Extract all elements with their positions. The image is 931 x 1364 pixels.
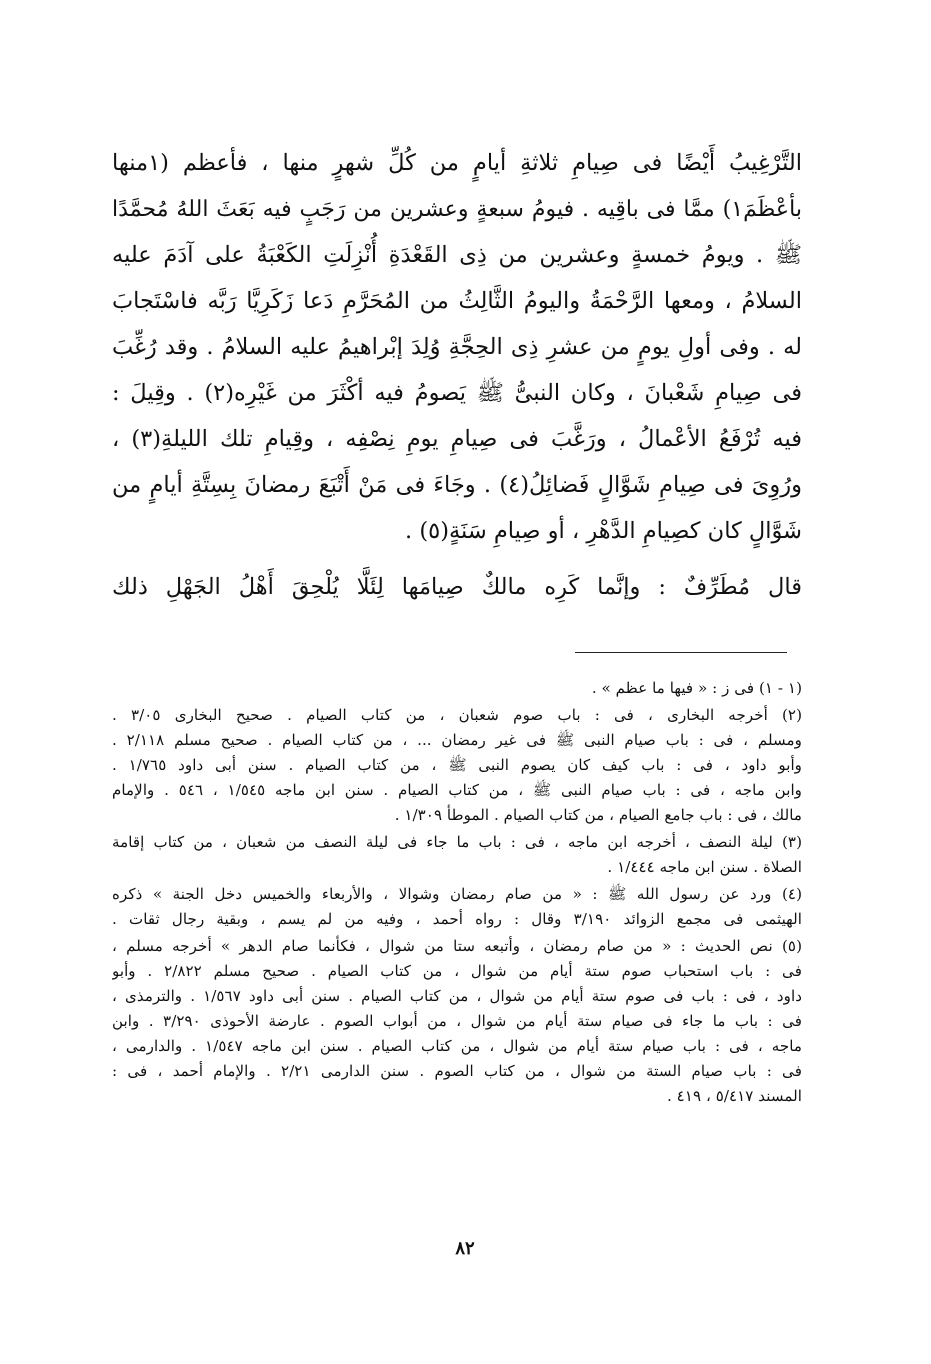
main-line: بأعْظَمَ١) ممَّا فى باقِيه . فيومُ سبعةٍ وعشرين من رَجَبٍ فيه بَعَثَ اللهُ مُحمَّدًا bbox=[112, 196, 802, 222]
main-line: التَّرْغِيبُ أَيْضًا فى صِيامِ ثلاثةِ أيامٍ من كُلِّ شهرٍ منها ، فأعظم (١منها bbox=[112, 150, 802, 176]
footnote-line: الهيثمى فى مجمع الزوائد ٣/١٩٠ وقال : رواه أحمد ، وفيه من لم يسم ، وبقية رجال ثقات . bbox=[112, 910, 802, 928]
footnote-4 bbox=[112, 882, 802, 932]
page-number: ٨٢ bbox=[455, 1238, 475, 1259]
footnote-line: مالك ، فى : باب جامع الصيام ، من كتاب الصيام . الموطأ ١/٣٠٩ . bbox=[394, 806, 802, 824]
footnote-line: المسند ٥/٤١٧ ، ٤١٩ . bbox=[666, 1087, 802, 1105]
footnote-line: ومسلم ، فى : باب صيام النبى ﷺ فى غير رمضان ... ، من كتاب الصيام . صحيح مسلم ٢/١١٨ . bbox=[112, 731, 802, 749]
footnote-line: (٣) ليلة النصف ، أخرجه ابن ماجه ، فى : باب ما جاء فى ليلة النصف من شعبان ، من كتاب إقامة bbox=[112, 833, 802, 851]
footnote-line: داود ، فى : باب فى صوم ستة أيام من شوال ، من كتاب الصيام . سنن أبى داود ١/٥٦٧ . والترمذى ، bbox=[112, 987, 802, 1005]
footnote-line: ماجه ، فى : باب صيام ستة أيام من شوال ، من كتاب الصيام . سنن ابن ماجه ١/٥٤٧ . والدارمى ، bbox=[112, 1037, 802, 1055]
footnote-line: (٤) ورد عن رسول الله ﷺ : « من صام رمضان وشوالا ، والأربعاء والخميس دخل الجنة » ذكره bbox=[112, 885, 802, 903]
footnote-line: وابن ماجه ، فى : باب صيام النبى ﷺ ، من كتاب الصيام . سنن ابن ماجه ١/٥٤٥ ، ٥٤٦ . والإمام bbox=[112, 781, 802, 799]
footnote-line: فى : باب صيام الستة من شوال ، من كتاب الصوم . سنن الدارمى ٢/٢١ . والإمام أحمد ، فى : bbox=[112, 1062, 802, 1080]
main-line: السلامُ ، ومعها الرَّحْمَةُ واليومُ الثَّالِثُ من المُحَرَّمِ دَعا زَكَرِيَّا رَبَّه فاسْتَجابَ bbox=[112, 288, 802, 314]
main-paragraph-2 bbox=[112, 564, 802, 610]
main-line: ورُوِىَ فى صِيامِ شَوَّالٍ فَضائِلُ(٤) . وجَاءَ فى مَنْ أَتْبَعَ رمضانَ بِسِتَّةِ أيامٍ من bbox=[112, 472, 802, 498]
footnote-divider bbox=[575, 652, 787, 653]
main-paragraph-1 bbox=[112, 140, 802, 554]
main-line: له . وفى أولِ يومٍ من عشرِ ذِى الحِجَّةِ وُلِدَ إبْراهيمُ عليه السلامُ . وقد رُغِّبَ bbox=[112, 334, 802, 360]
footnote-line: الصلاة . سنن ابن ماجه ١/٤٤٤ . bbox=[607, 858, 802, 876]
footnote-2 bbox=[112, 703, 802, 828]
footnote-line: فى : باب ما جاء فى صيام ستة أيام من شوال ، من أبواب الصوم . عارضة الأحوذى ٣/٢٩٠ . وابن bbox=[112, 1012, 802, 1030]
footnote-line: (٥) نص الحديث : « من صام رمضان ، وأتبعه ستا من شوال ، فكأنما صام الدهر » أخرجه مسلم ، bbox=[112, 937, 802, 955]
main-line: فيه تُرْفَعُ الأعْمالُ ، ورَغَّبَ فى صِيامِ يومِ نِصْفِه ، وقِيامِ تلك الليلةِ(٣) ، bbox=[112, 426, 802, 452]
footnote-5 bbox=[112, 934, 802, 1109]
main-line: ﷺ . ويومُ خمسةٍ وعشرين من ذِى القَعْدَةِ أُنْزِلَتِ الكَعْبَةُ على آدَمَ عليه bbox=[112, 242, 802, 268]
footnotes bbox=[112, 676, 802, 1109]
main-text bbox=[112, 140, 802, 610]
main-line: شَوَّالٍ كان كصِيامِ الدَّهْرِ ، أو صِيامِ سَنَةٍ(٥) . bbox=[405, 518, 802, 544]
footnote-line: (٢) أخرجه البخارى ، فى : باب صوم شعبان ، من كتاب الصيام . صحيح البخارى ٣/٠٥ . bbox=[112, 706, 802, 724]
footnote-line: فى : باب استحباب صوم ستة أيام من شوال ، من كتاب الصيام . صحيح مسلم ٢/٨٢٢ . وأبو bbox=[112, 962, 802, 980]
footnote-line: (١ - ١) فى ز : « فيها ما عظم » . bbox=[591, 679, 802, 697]
main-line: فى صِيامِ شَعْبانَ ، وكان النبىُّ ﷺ يَصومُ فيه أكْثَرَ من غَيْرِه(٢) . وقِيلَ : bbox=[112, 380, 802, 406]
footnote-3 bbox=[112, 830, 802, 880]
footnote-1 bbox=[112, 676, 802, 701]
footnote-line: وأبو داود ، فى : باب كيف كان يصوم النبى ﷺ ، من كتاب الصيام . سنن أبى داود ١/٧٦٥ . bbox=[112, 756, 802, 774]
main-line: قال مُطَرِّفٌ : وإنَّما كَرِه مالكٌ صِيامَها لِئَلَّا يُلْحِقَ أَهْلُ الجَهْلِ ذلك bbox=[112, 574, 802, 600]
